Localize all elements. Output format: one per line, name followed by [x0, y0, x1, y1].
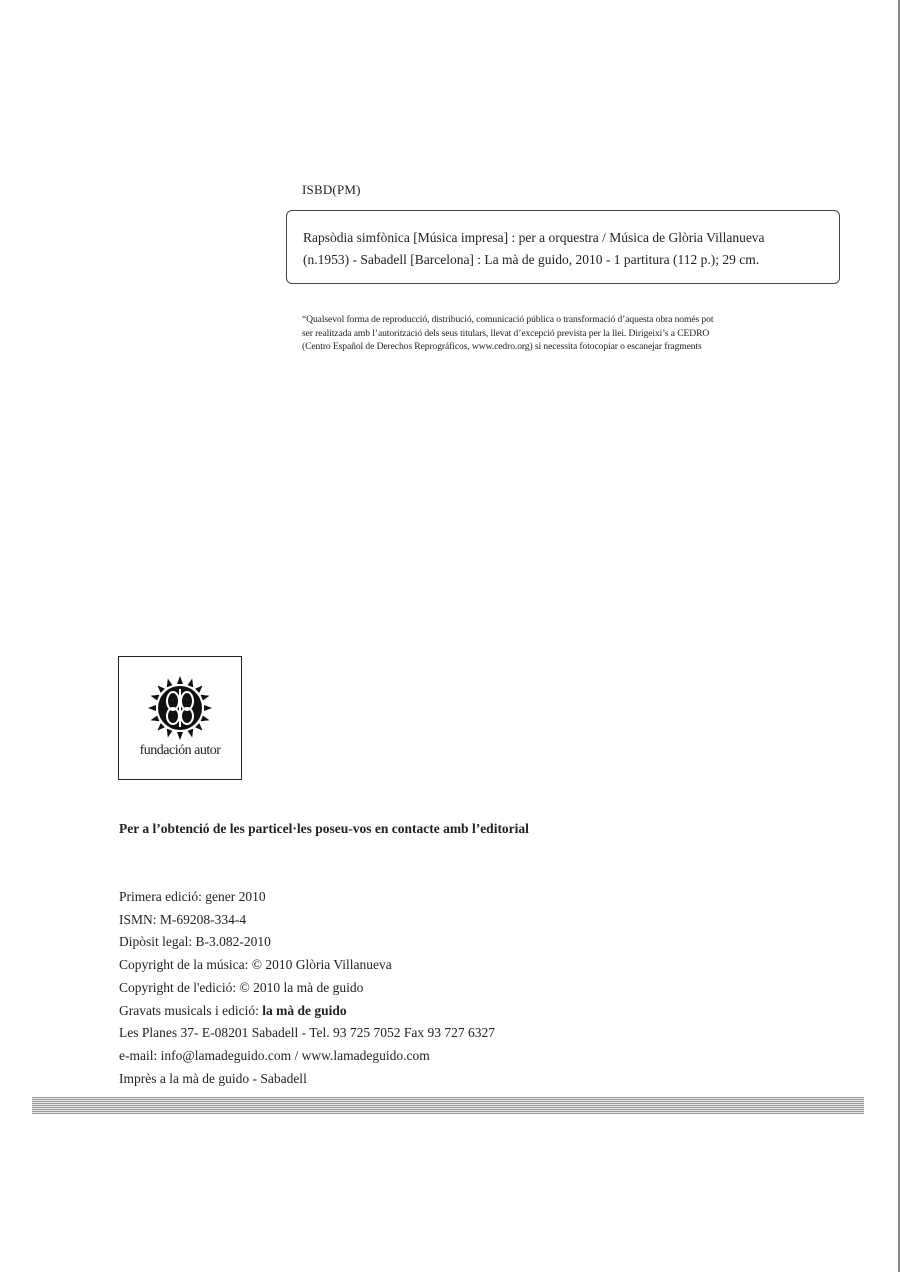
rights-notice — [302, 313, 838, 354]
rights-notice-line-2: ser realitzada amb l’autorització dels seus titulars, llevat d’excepció prevista per la llei. Dirigeixi’s a CEDRO — [302, 327, 710, 339]
engraving-label: Gravats musicals i edició: — [119, 1002, 263, 1018]
publisher-address: Les Planes 37- E-08201 Sabadell - Tel. 93 725 7052 Fax 93 727 6327 — [119, 1025, 496, 1041]
rights-notice-line-1: “Qualsevol forma de reproducció, distribució, comunicació pública o transformació d’aquesta obra només pot — [302, 314, 714, 325]
isbd-heading: ISBD(PM) — [302, 182, 361, 197]
rights-notice-line-3: (Centro Español de Derechos Reprográficos, www.cedro.org) si necessita fotocopiar o escanejar fragments — [302, 341, 702, 352]
legal-deposit: Dipòsit legal: B-3.082-2010 — [119, 934, 271, 950]
catalog-record-box — [286, 210, 840, 284]
parts-contact-note: Per a l’obtenció de les particel·les poseu-vos en contacte amb l’editorial — [119, 821, 529, 836]
footer-rule — [32, 1097, 864, 1114]
engraving-publisher: la mà de guido — [262, 1002, 347, 1018]
music-copyright: Copyright de la música: © 2010 Glòria Villanueva — [119, 957, 392, 973]
edition-copyright: Copyright de l'edició: © 2010 la mà de guido — [119, 979, 364, 995]
colophon — [119, 886, 495, 1090]
engraving-line — [119, 1000, 495, 1023]
fundacion-autor-logo — [118, 656, 242, 780]
sun-emblem-icon — [146, 674, 214, 742]
first-edition: Primera edició: gener 2010 — [119, 889, 266, 904]
ismn: ISMN: M-69208-334-4 — [119, 911, 247, 927]
printed-by: Imprès a la mà de guido - Sabadell — [119, 1070, 307, 1086]
catalog-line-1: Rapsòdia simfònica [Música impresa] : per a orquestra / Música de Glòria Villanueva — [303, 230, 765, 245]
catalog-line-2: (n.1953) - Sabadell [Barcelona] : La mà de guido, 2010 - 1 partitura (112 p.); 29 cm. — [303, 252, 760, 267]
publisher-contact: e-mail: info@lamadeguido.com / www.lamadeguido.com — [119, 1047, 430, 1063]
logo-wordmark: fundación autor — [139, 743, 221, 758]
